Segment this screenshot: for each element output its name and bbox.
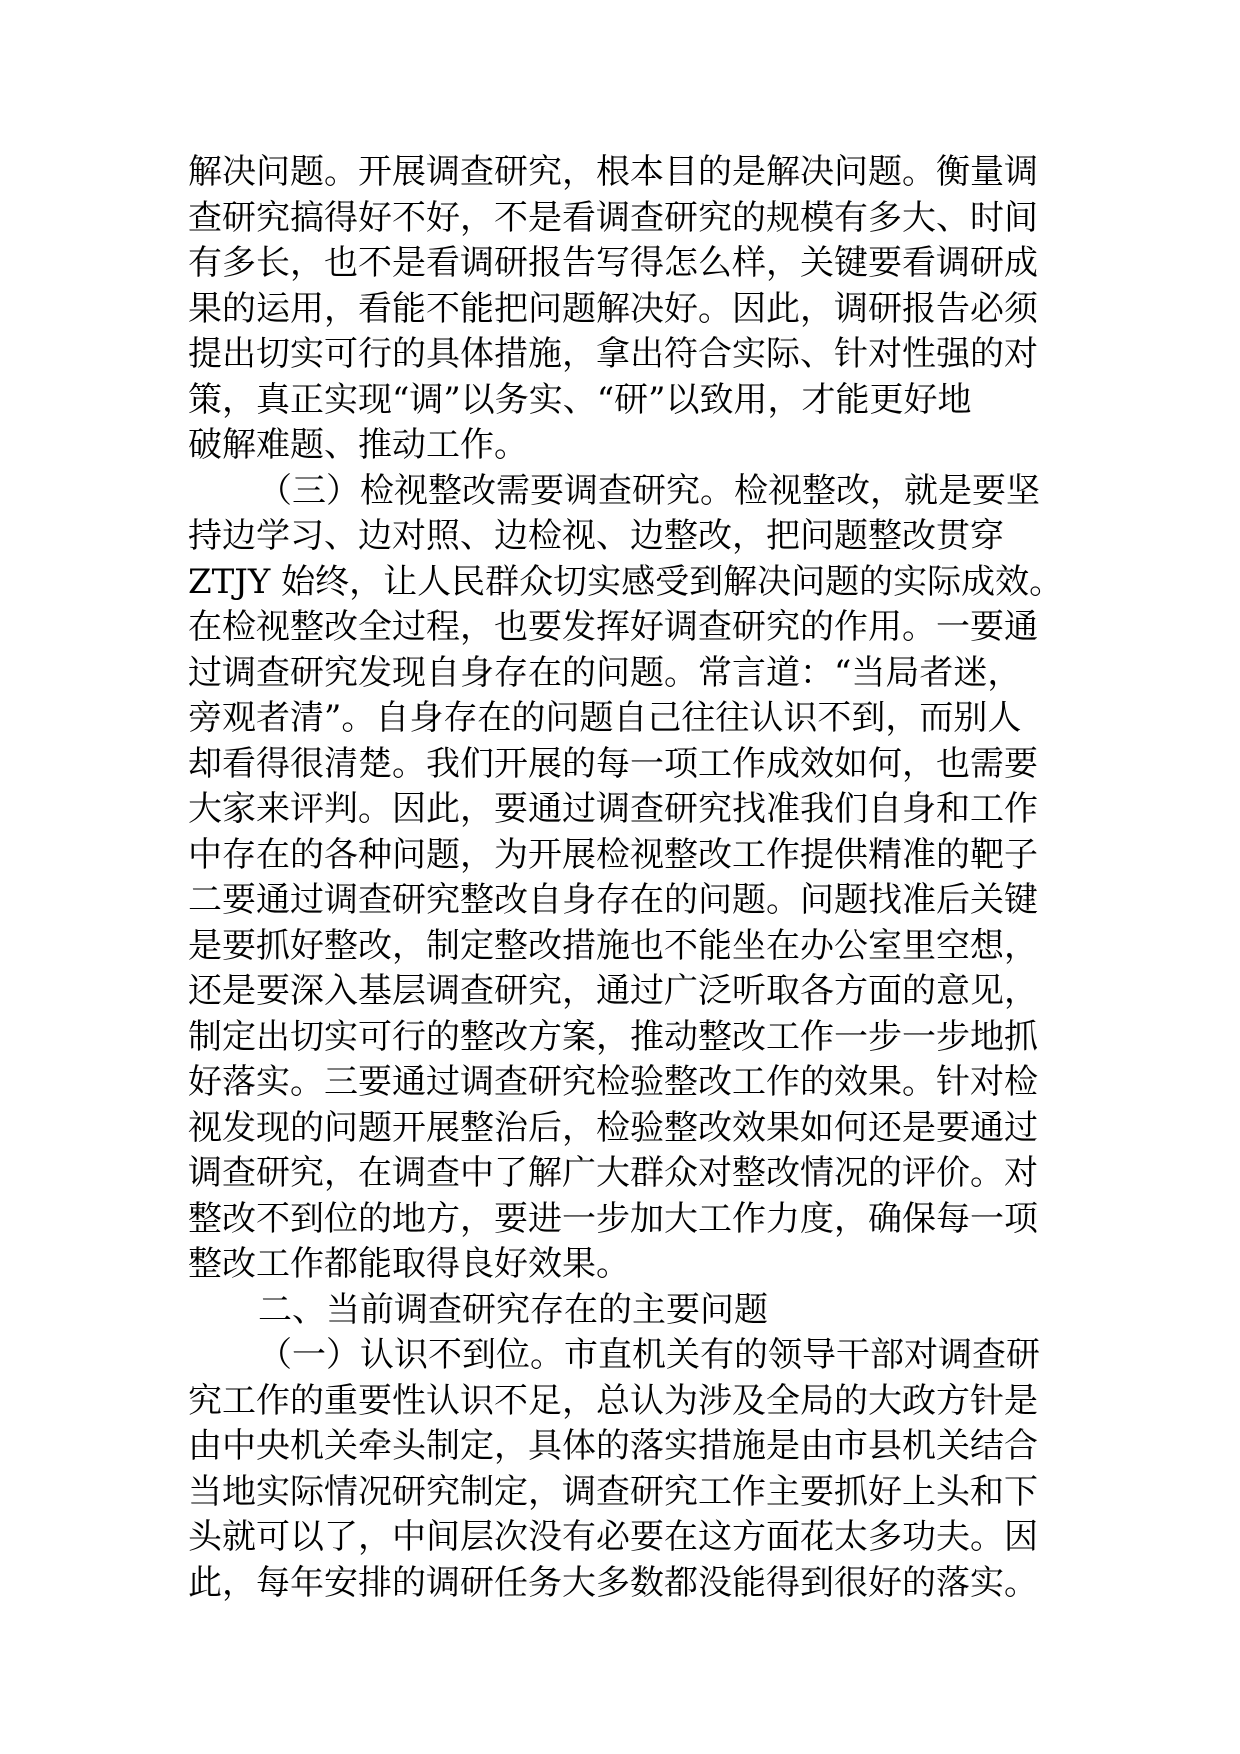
text-line: 此，每年安排的调研任务大多数都没能得到很好的落实。 [188, 1562, 1038, 1603]
text-line: 制定出切实可行的整改方案，推动整改工作一步一步地抓 [188, 1016, 1038, 1057]
text-line: 还是要深入基层调查研究，通过广泛听取各方面的意见， [188, 971, 1038, 1011]
text-line: 破解难题、推动工作。 [188, 425, 528, 465]
text-line: ZTJY 始终，让人民群众切实感受到解决问题的实际成效。 [188, 561, 1064, 602]
text-line: 有多长，也不是看调研报告写得怎么样，关键要看调研成 [188, 243, 1038, 283]
text-line: 却看得很清楚。我们开展的每一项工作成效如何，也需要 [188, 743, 1038, 784]
text-line: 果的运用，看能不能把问题解决好。因此，调研报告必须 [188, 288, 1038, 329]
text-line: 整改工作都能取得良好效果。 [188, 1244, 630, 1284]
text-line: 究工作的重要性认识不足，总认为涉及全局的大政方针是 [188, 1380, 1038, 1421]
text-line: 是要抓好整改，制定整改措施也不能坐在办公室里空想， [188, 925, 1038, 966]
text-line: 调查研究，在调查中了解广大群众对整改情况的评价。对 [188, 1153, 1038, 1193]
text-line: 中存在的各种问题，为开展检视整改工作提供精准的靶子 [188, 834, 1038, 875]
text-line: 策，真正实现“调”以务实、“研”以致用，才能更好地 [188, 379, 972, 420]
text-line: 视发现的问题开展整治后，检验整改效果如何还是要通过 [188, 1107, 1038, 1148]
text-line: 二、当前调查研究存在的主要问题 [258, 1289, 768, 1330]
text-line: 整改不到位的地方，要进一步加大工作力度，确保每一项 [188, 1198, 1038, 1239]
text-line: 过调查研究发现自身存在的问题。常言道：“当局者迷， [188, 652, 1022, 693]
document-page [188, 150, 1064, 1606]
text-line: 头就可以了，中间层次没有必要在这方面花太多功夫。因 [188, 1517, 1038, 1557]
text-line: 由中央机关牵头制定，具体的落实措施是由市县机关结合 [188, 1426, 1038, 1466]
text-line: 旁观者清”。自身存在的问题自己往往认识不到，而别人 [188, 698, 1022, 738]
text-line: 当地实际情况研究制定，调查研究工作主要抓好上头和下 [188, 1471, 1038, 1512]
text-line: 好落实。三要通过调查研究检验整改工作的效果。针对检 [188, 1062, 1038, 1102]
text-line: 在检视整改全过程，也要发挥好调查研究的作用。一要通 [188, 607, 1038, 647]
text-line: 提出切实可行的具体措施，拿出符合实际、针对性强的对 [188, 334, 1038, 374]
text-line: 持边学习、边对照、边检视、边整改，把问题整改贯穿 [188, 516, 1004, 556]
text-line: 解决问题。开展调查研究，根本目的是解决问题。衡量调 [188, 152, 1038, 192]
text-line: （一）认识不到位。市直机关有的领导干部对调查研 [258, 1335, 1040, 1375]
text-line: 大家来评判。因此，要通过调查研究找准我们自身和工作 [188, 789, 1038, 829]
text-line: 查研究搞得好不好，不是看调查研究的规模有多大、时间 [188, 197, 1038, 238]
text-line: 二要通过调查研究整改自身存在的问题。问题找准后关键 [188, 880, 1038, 920]
text-line: （三）检视整改需要调查研究。检视整改，就是要坚 [258, 470, 1040, 511]
